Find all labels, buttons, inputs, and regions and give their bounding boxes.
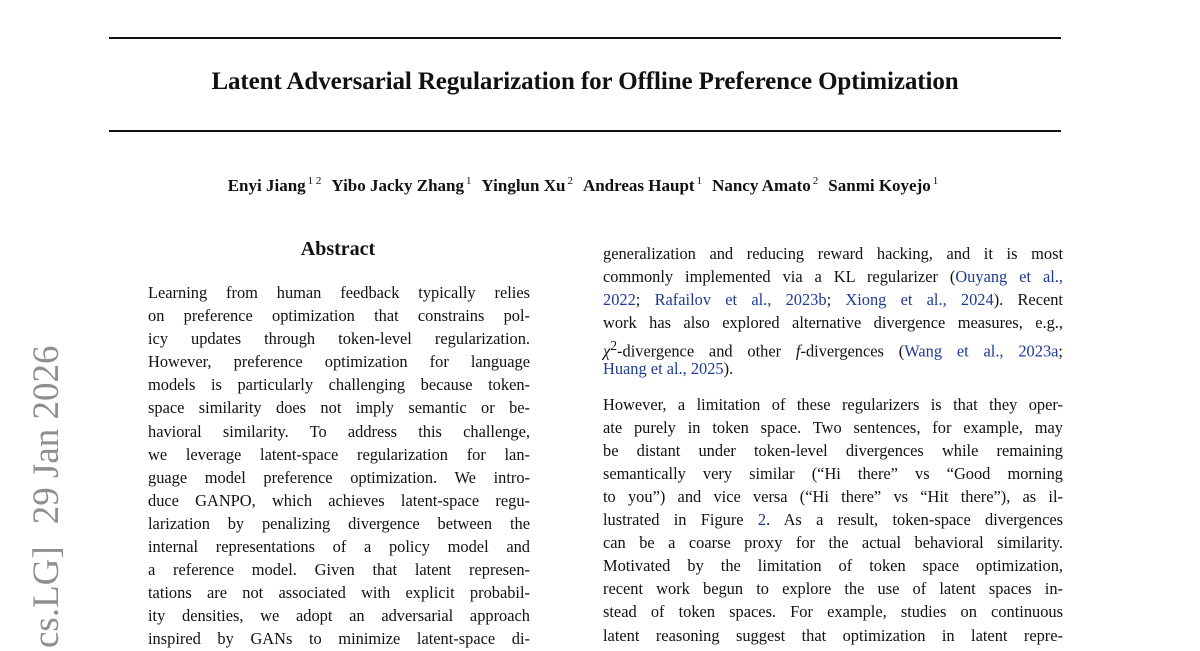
abstract-line: However, preference optimization for language: [148, 352, 530, 372]
author-affiliation: 2: [812, 175, 819, 187]
text-line: Huang et al., 2025).: [603, 359, 734, 379]
text-line: Motivated by the limitation of token space optimization,: [603, 556, 1063, 576]
author-name: Yinglun Xu: [481, 175, 566, 195]
abstract-line: inspired by GANs to minimize latent-space di-: [148, 629, 530, 649]
text-line: latent reasoning suggest that optimization in latent repre-: [603, 625, 1063, 645]
paper-title: Latent Adversarial Regularization for Offline Preference Optimization: [211, 68, 959, 95]
citation-link[interactable]: Wang et al., 2023a: [904, 341, 1059, 361]
abstract-line: larization by penalizing divergence between the: [148, 513, 530, 533]
abstract-body: [148, 281, 530, 651]
text-line: to you”) and vice versa (“Hi there” vs “Hit there”), as il-: [603, 486, 1063, 506]
author-affiliation: 1: [466, 175, 472, 187]
text-line: $\chi^2$-divergence and other f-divergences (Wang et al., 2023a;: [603, 338, 1063, 361]
chi-symbol: χ: [603, 341, 611, 361]
citation-link[interactable]: Ouyang et al.,: [955, 267, 1063, 287]
author-name: Enyi Jiang: [227, 175, 306, 195]
text-line: generalization and reducing reward hacking, and it is most: [603, 244, 1063, 263]
text-line: lustrated in Figure 2. As a result, token-space divergences: [603, 510, 1063, 530]
author: [482, 176, 573, 195]
abstract-line: tations are not associated with explicit probabil-: [148, 583, 530, 603]
abstract-heading: Abstract: [300, 238, 376, 260]
author: [583, 176, 702, 195]
abstract-line: internal representations of a policy model and: [148, 537, 530, 557]
text-line: commonly implemented via a KL regularizer (Ouyang et al.,: [603, 267, 1063, 287]
text-line: work has also explored alternative divergence measures, e.g.,: [603, 313, 1063, 333]
abstract-line: havioral similarity. To address this challenge,: [148, 421, 530, 441]
author-affiliation: 2: [567, 175, 573, 187]
author: [228, 176, 322, 195]
text-line: However, a limitation of these regularizers is that they oper-: [603, 394, 1063, 414]
title-bottom-rule: [109, 130, 1061, 132]
citation-link[interactable]: Rafailov et al., 2023b: [654, 290, 827, 310]
abstract-line: a reference model. Given that latent represen-: [148, 560, 530, 580]
text-line: semantically very similar (“Hi there” vs “Good morning: [603, 463, 1063, 483]
abstract-line: we leverage latent-space regularization for lan-: [148, 444, 530, 464]
title-top-rule: [109, 37, 1061, 39]
author: [712, 176, 818, 195]
abstract-line: icy updates through token-level regularization.: [148, 329, 530, 349]
author: [828, 176, 938, 195]
f-symbol: f: [795, 341, 801, 361]
text-line: recent work begun to explore the use of latent spaces in-: [603, 579, 1063, 599]
arxiv-category: cs.LG]: [26, 546, 67, 648]
abstract-line: duce GANPO, which achieves latent-space regu-: [148, 490, 530, 510]
citation-link[interactable]: 2022: [603, 290, 636, 310]
author-name: Nancy Amato: [712, 175, 811, 195]
text-line: ate purely in token space. Two sentences, for example, may: [603, 417, 1063, 437]
figure-ref-link[interactable]: 2: [757, 510, 767, 530]
abstract-line: guage model preference optimization. We intro-: [148, 467, 530, 487]
text-line: 2022; Rafailov et al., 2023b; Xiong et al., 2024). Recent: [603, 290, 1063, 310]
citation-link[interactable]: Huang et al., 2025: [603, 359, 724, 379]
author-affiliation: 1 2: [307, 175, 322, 187]
author-affiliation: 1: [696, 175, 703, 187]
text-line: stead of token spaces. For example, studies on continuous: [603, 602, 1063, 622]
abstract-line: ity densities, we adopt an adversarial approach: [148, 606, 530, 626]
author-list: [0, 175, 1166, 196]
abstract-line: space similarity does not imply semantic or be-: [148, 398, 530, 418]
arxiv-date: 29 Jan 2026: [26, 345, 67, 525]
intro-column: [603, 242, 1063, 647]
author: [331, 176, 471, 195]
text-line: be distant under token-level divergences while remaining: [603, 440, 1063, 460]
abstract-line: on preference optimization that constrains pol-: [148, 306, 530, 326]
citation-link[interactable]: Xiong et al., 2024: [845, 290, 994, 310]
abstract-line: models is particularly challenging because token-: [148, 375, 530, 395]
text-line: can be a coarse proxy for the actual behavioral similarity.: [603, 533, 1063, 553]
author-affiliation: 1: [932, 175, 939, 187]
arxiv-sidebar-stamp: [27, 345, 67, 648]
author-name: Yibo Jacky Zhang: [331, 175, 464, 195]
author-name: Sanmi Koyejo: [828, 175, 931, 195]
abstract-line: Learning from human feedback typically relies: [148, 283, 530, 302]
author-name: Andreas Haupt: [582, 175, 695, 195]
